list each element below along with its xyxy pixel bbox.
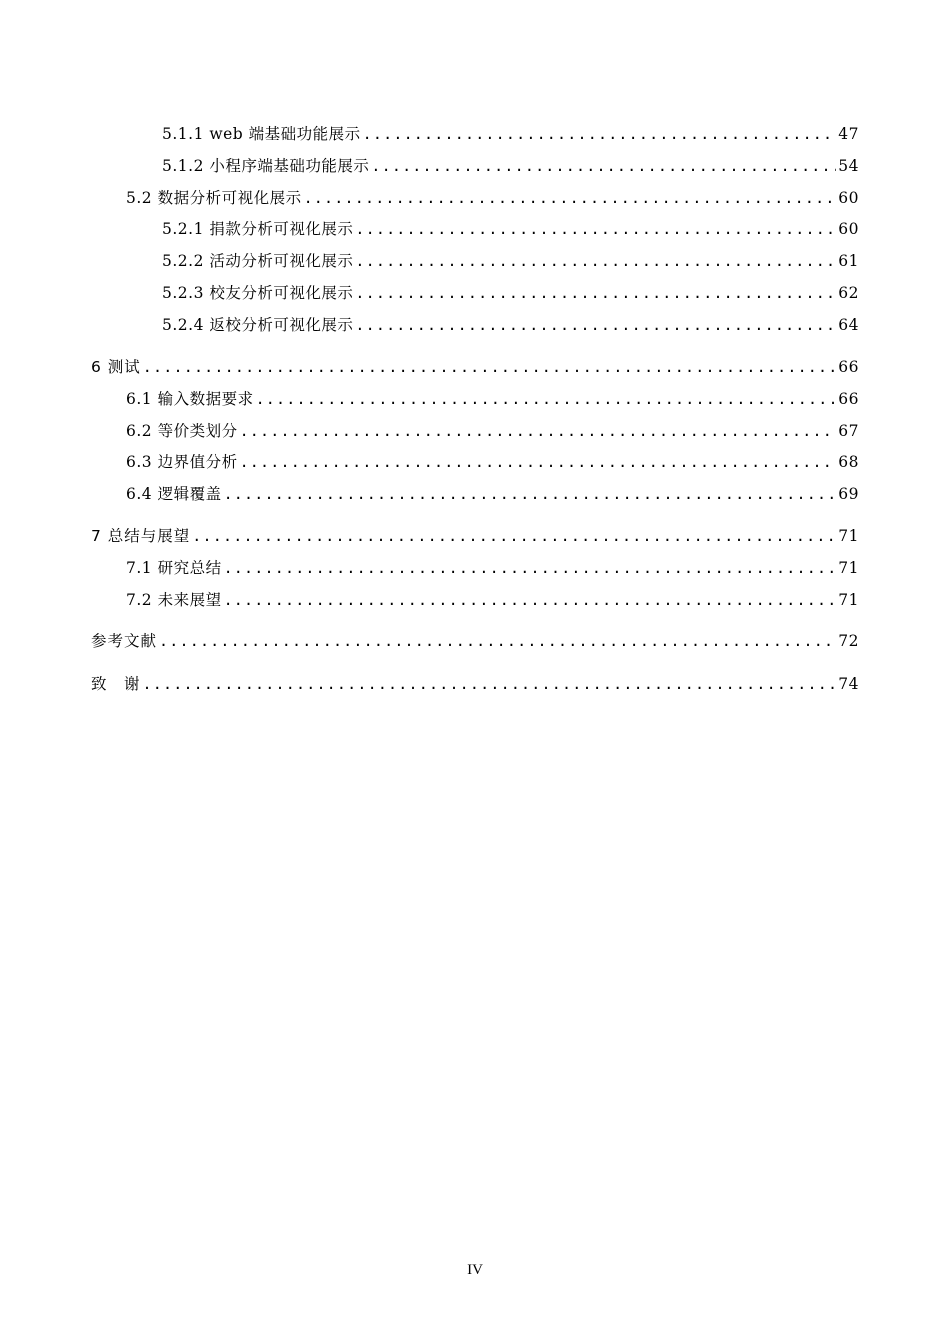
- toc-entry-label: 致 谢: [91, 675, 141, 693]
- toc-leader-dots: [363, 125, 837, 143]
- toc-entry-chapter-6[interactable]: [91, 355, 859, 377]
- toc-leader-dots: [355, 220, 836, 238]
- toc-entry-label: 5.1.1 web 端基础功能展示: [162, 125, 361, 143]
- toc-entry-chapter-7[interactable]: [91, 524, 859, 546]
- page-number-footer: IV: [467, 1262, 483, 1278]
- toc-entry-page: 71: [838, 527, 859, 545]
- toc-leader-dots: [240, 422, 837, 440]
- toc-entry-page: 72: [838, 632, 859, 650]
- toc-entry-page: 67: [838, 422, 859, 440]
- toc-entry-5-2-2[interactable]: [162, 249, 859, 271]
- toc-leader-dots: [355, 316, 836, 334]
- toc-entry-label: 5.2.1 捐款分析可视化展示: [162, 220, 354, 238]
- toc-entry-page: 64: [838, 316, 859, 334]
- toc-entry-6-1[interactable]: [126, 387, 859, 409]
- toc-entry-label: 7.1 研究总结: [126, 559, 222, 577]
- toc-entry-5-2-4[interactable]: [162, 313, 859, 335]
- toc-entry-label: 6.1 输入数据要求: [126, 390, 254, 408]
- toc-entry-label: 6.2 等价类划分: [126, 422, 238, 440]
- toc-entry-label: 6.3 边界值分析: [126, 453, 238, 471]
- toc-entry-6-3[interactable]: [126, 450, 859, 472]
- toc-entry-page: 54: [838, 157, 859, 175]
- toc-entry-label: 7 总结与展望: [91, 527, 191, 545]
- toc-entry-label: 5.2.4 返校分析可视化展示: [162, 316, 354, 334]
- toc-entry-page: 61: [838, 252, 859, 270]
- toc-entry-page: 66: [838, 390, 859, 408]
- toc-entry-7-1[interactable]: [126, 556, 859, 578]
- toc-entry-label: 参考文献: [91, 632, 158, 650]
- toc-entry-5-2-3[interactable]: [162, 281, 859, 303]
- toc-entry-label: 6.4 逻辑覆盖: [126, 485, 222, 503]
- toc-entry-page: 68: [838, 453, 859, 471]
- toc-entry-page: 66: [838, 358, 859, 376]
- toc-entry-label: 5.2.3 校友分析可视化展示: [162, 284, 354, 302]
- toc-entry-5-2-1[interactable]: [162, 217, 859, 239]
- toc-entry-page: 74: [838, 675, 859, 693]
- toc-entry-5-1-2[interactable]: [162, 154, 859, 176]
- toc-leader-dots: [224, 485, 837, 503]
- toc-entry-6-4[interactable]: [126, 482, 859, 504]
- toc-entry-label: 6 测试: [91, 358, 141, 376]
- toc-entry-label: 5.1.2 小程序端基础功能展示: [162, 157, 370, 175]
- toc-leader-dots: [224, 559, 837, 577]
- toc-entry-page: 71: [838, 559, 859, 577]
- toc-leader-dots: [355, 252, 836, 270]
- toc-entry-label: 5.2.2 活动分析可视化展示: [162, 252, 354, 270]
- toc-leader-dots: [371, 157, 836, 175]
- toc-leader-dots: [159, 632, 836, 650]
- toc-leader-dots: [143, 675, 837, 693]
- toc-entry-5-2[interactable]: [126, 186, 859, 208]
- toc-entry-page: 60: [838, 220, 859, 238]
- toc-entry-page: 69: [838, 485, 859, 503]
- toc-entry-label: 5.2 数据分析可视化展示: [126, 189, 302, 207]
- toc-leader-dots: [355, 284, 836, 302]
- toc-entry-page: 71: [838, 591, 859, 609]
- toc-entry-page: 47: [838, 125, 859, 143]
- toc-entry-5-1-1[interactable]: [162, 122, 859, 144]
- toc-entry-6-2[interactable]: [126, 419, 859, 441]
- toc-entry-references[interactable]: [91, 629, 859, 651]
- toc-entry-page: 60: [838, 189, 859, 207]
- toc-entry-acknowledgements[interactable]: [91, 672, 859, 694]
- toc-leader-dots: [143, 358, 836, 376]
- toc-leader-dots: [304, 189, 837, 207]
- toc-leader-dots: [256, 390, 837, 408]
- toc-entry-label: 7.2 未来展望: [126, 591, 222, 609]
- toc-leader-dots: [240, 453, 837, 471]
- toc-entry-7-2[interactable]: [126, 588, 859, 610]
- toc-leader-dots: [224, 591, 837, 609]
- toc-leader-dots: [192, 527, 836, 545]
- toc-entry-page: 62: [838, 284, 859, 302]
